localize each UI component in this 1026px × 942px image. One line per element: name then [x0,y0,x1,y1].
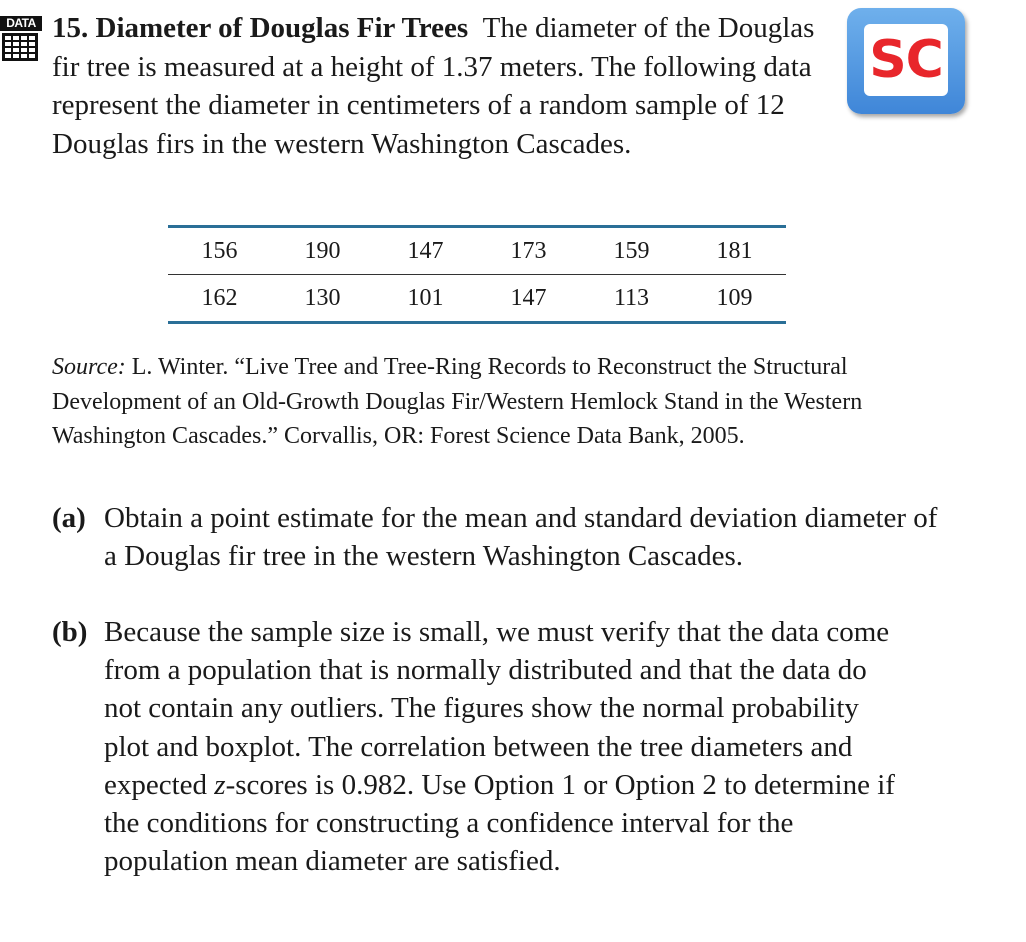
data-spreadsheet-icon [0,16,42,64]
part-b-text-1: Because the sample size is small, we must verify that the data come from a population that is normally distributed and that the data do not contain any outliers. The figures show the normal probability plot and boxplot. The correlation between the tree diameters and expected [104,616,890,801]
table-row [168,227,786,275]
source-citation [52,350,932,454]
table-cell: 113 [580,275,683,323]
part-b-tag: (b) [52,616,88,648]
data-table [168,225,786,324]
part-b-text-2: -scores is 0.982. Use Option 1 or Option 2 to determine if the conditions for constructing a confidence interval for the population mean diameter are satisfied. [104,768,895,878]
table-row [168,275,786,323]
source-text: L. Winter. “Live Tree and Tree-Ring Records to Reconstruct the Structural Development of an Old-Growth Douglas Fir/Western Hemlock Stand in the Western Washington Cascades.” Corvallis, OR: Forest Science Data Bank, 2005. [52,354,863,449]
table-cell: 159 [580,227,683,275]
table-cell: 147 [374,227,477,275]
table-cell: 130 [271,275,374,323]
z-variable: z [214,768,226,801]
table-cell: 109 [683,275,786,323]
problem-statement [52,9,842,163]
part-b [52,613,952,923]
problem-title: 15. Diameter of Douglas Fir Trees [52,12,469,44]
table-cell: 173 [477,227,580,275]
sc-badge-icon [847,8,965,114]
table-cell: 190 [271,227,374,275]
problem-text: The diameter of the Douglas fir tree is measured at a height of 1.37 meters. The following data represent the diameter in centimeters of a random sample of 12 Douglas firs in the western Washington Cascades. [52,12,815,160]
part-a-tag: (a) [52,502,86,534]
table-cell: 147 [477,275,580,323]
table-cell: 101 [374,275,477,323]
part-a [52,499,952,619]
part-b-text [104,613,904,880]
part-a-text: Obtain a point estimate for the mean and standard deviation diameter of a Douglas fir tree in the western Washington Cascades. [104,502,938,573]
data-icon-label: DATA [0,16,42,31]
data-grid-icon [2,33,38,61]
sc-badge-label: SC [864,24,948,96]
table-cell: 181 [683,227,786,275]
source-label: Source: [52,354,126,380]
table-cell: 156 [168,227,271,275]
table-cell: 162 [168,275,271,323]
